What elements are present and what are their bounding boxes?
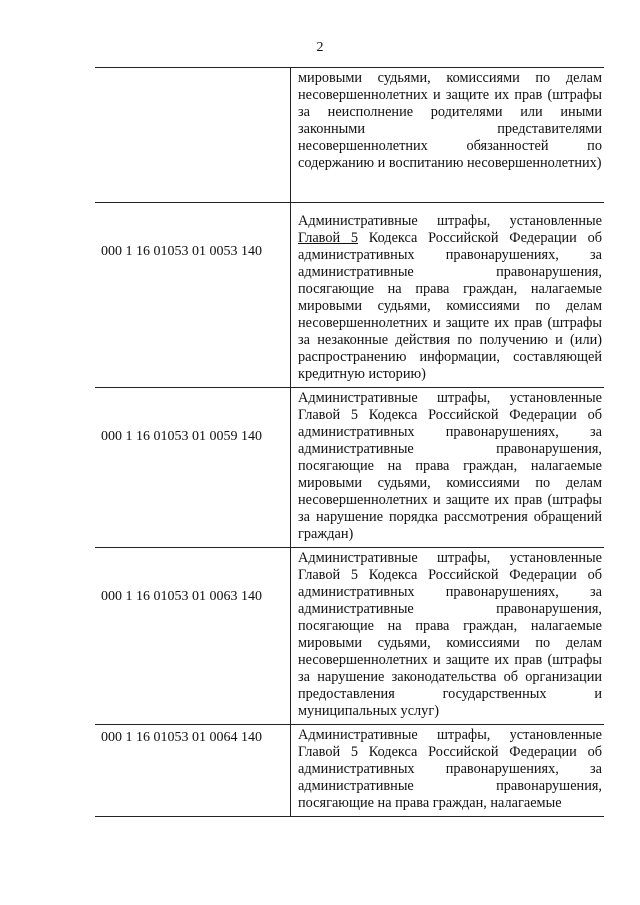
table-row — [95, 203, 604, 388]
chapter-link[interactable]: Главой 5 — [298, 230, 359, 246]
description-prefix: Административные штрафы, установленные — [298, 213, 602, 229]
table-row — [95, 725, 604, 817]
description-cell: Административные штрафы, установленные Главой 5 Кодекса Российской Федерации об административных правонарушениях, за административные правонарушения, посягающие на права граждан, налагаемые мировыми судьями, комиссиями по делам несовершеннолетних и защите их прав (штрафы за нарушение порядка рассмотрения обращений граждан) — [291, 388, 605, 548]
code-cell — [95, 68, 291, 203]
code-cell: 000 1 16 01053 01 0064 140 — [95, 725, 291, 817]
code-cell: 000 1 16 01053 01 0059 140 — [95, 388, 291, 548]
page-number: 2 — [316, 40, 324, 55]
description-suffix: Кодекса Российской Федерации об административных правонарушениях, за административные правонарушения, посягающие на права граждан, налагаемые мировыми судьями, комиссиями по делам несовершеннолетних и защите их прав (штрафы за незаконные действия по получению и (или) распространению информации, составляющей кредитную историю) — [298, 230, 602, 382]
description-cell: мировыми судьями, комиссиями по делам несовершеннолетних и защите их прав (штрафы за неисполнение родителями или иными законными представителями несовершеннолетних обязанностей по содержанию и воспитанию несовершеннолетних) — [291, 68, 605, 203]
code-cell: 000 1 16 01053 01 0053 140 — [95, 203, 291, 388]
table-row — [95, 68, 604, 203]
table-row — [95, 548, 604, 725]
description-cell: Административные штрафы, установленные Главой 5 Кодекса Российской Федерации об административных правонарушениях, за административные правонарушения, посягающие на права граждан, налагаемые — [291, 725, 605, 817]
description-cell: Административные штрафы, установленные Главой 5 Кодекса Российской Федерации об административных правонарушениях, за административные правонарушения, посягающие на права граждан, налагаемые мировыми судьями, комиссиями по делам несовершеннолетних и защите их прав (штрафы за нарушение законодательства об организации предоставления государственных и муниципальных услуг) — [291, 548, 605, 725]
description-cell — [291, 203, 605, 388]
table-row — [95, 388, 604, 548]
code-cell: 000 1 16 01053 01 0063 140 — [95, 548, 291, 725]
budget-codes-table — [95, 67, 604, 817]
